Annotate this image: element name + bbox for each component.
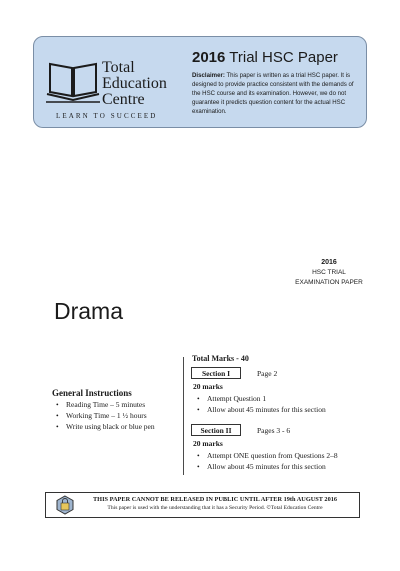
exam-year: 2016: [321, 259, 337, 266]
list-item: • Working Time – 1 ½ hours: [56, 411, 147, 420]
bullet-icon: •: [56, 411, 59, 420]
general-instructions-title: General Instructions: [52, 388, 132, 398]
security-shield-icon: [55, 495, 75, 515]
divider-line: [183, 357, 184, 475]
list-item: • Attempt Question 1: [197, 394, 267, 403]
section1-pages: Page 2: [257, 369, 278, 378]
title-year: 2016: [192, 49, 226, 66]
bullet-icon: •: [56, 400, 59, 409]
list-item: • Allow about 45 minutes for this section: [197, 462, 326, 471]
section1-marks: 20 marks: [193, 382, 223, 391]
bullet-icon: •: [197, 394, 200, 403]
list-item: • Write using black or blue pen: [56, 422, 155, 431]
section2-label: Section II: [191, 424, 241, 436]
security-notice-title: THIS PAPER CANNOT BE RELEASED IN PUBLIC UNTIL AFTER 19th AUGUST 2016: [92, 496, 338, 503]
general-instructions-list: [54, 399, 155, 432]
bullet-icon: •: [56, 422, 59, 431]
book-logo-icon: [46, 56, 100, 104]
subject-title: Drama: [54, 298, 124, 324]
section2-pages: Pages 3 - 6: [257, 426, 291, 435]
security-notice-text: This paper is used with the understanding that it has a Security Period. ©Total Education Centre: [107, 505, 323, 511]
exam-type-line2: EXAMINATION PAPER: [295, 279, 363, 286]
paper-title: [192, 49, 338, 66]
title-text: Trial HSC Paper: [225, 49, 338, 66]
section1-label: Section I: [191, 367, 241, 379]
section2-list: [195, 450, 338, 472]
total-marks: Total Marks - 40: [192, 354, 249, 363]
logo-text-line2: Education: [102, 75, 167, 92]
section1-list: [195, 393, 326, 415]
logo-tagline: LEARN TO SUCCEED: [56, 112, 158, 120]
exam-type-line1: HSC TRIAL: [312, 269, 346, 276]
disclaimer-label: Disclaimer:: [192, 72, 225, 79]
logo-text-line1: Total: [102, 59, 135, 76]
disclaimer-text: This paper is written as a trial HSC paper. It is designed to provide practice consistent with the demands of the HSC course and its examination. However, we do not guarantee it predicts question content for the actual HSC examination.: [192, 72, 354, 115]
list-item: • Reading Time – 5 minutes: [56, 400, 146, 409]
list-item: • Attempt ONE question from Questions 2–8: [197, 451, 338, 460]
bullet-icon: •: [197, 405, 200, 414]
section2-marks: 20 marks: [193, 439, 223, 448]
bullet-icon: •: [197, 451, 200, 460]
bullet-icon: •: [197, 462, 200, 471]
exam-info: [282, 258, 376, 288]
disclaimer: [192, 71, 360, 116]
logo-text-line3: Centre: [102, 91, 145, 108]
list-item: • Allow about 45 minutes for this section: [197, 405, 326, 414]
